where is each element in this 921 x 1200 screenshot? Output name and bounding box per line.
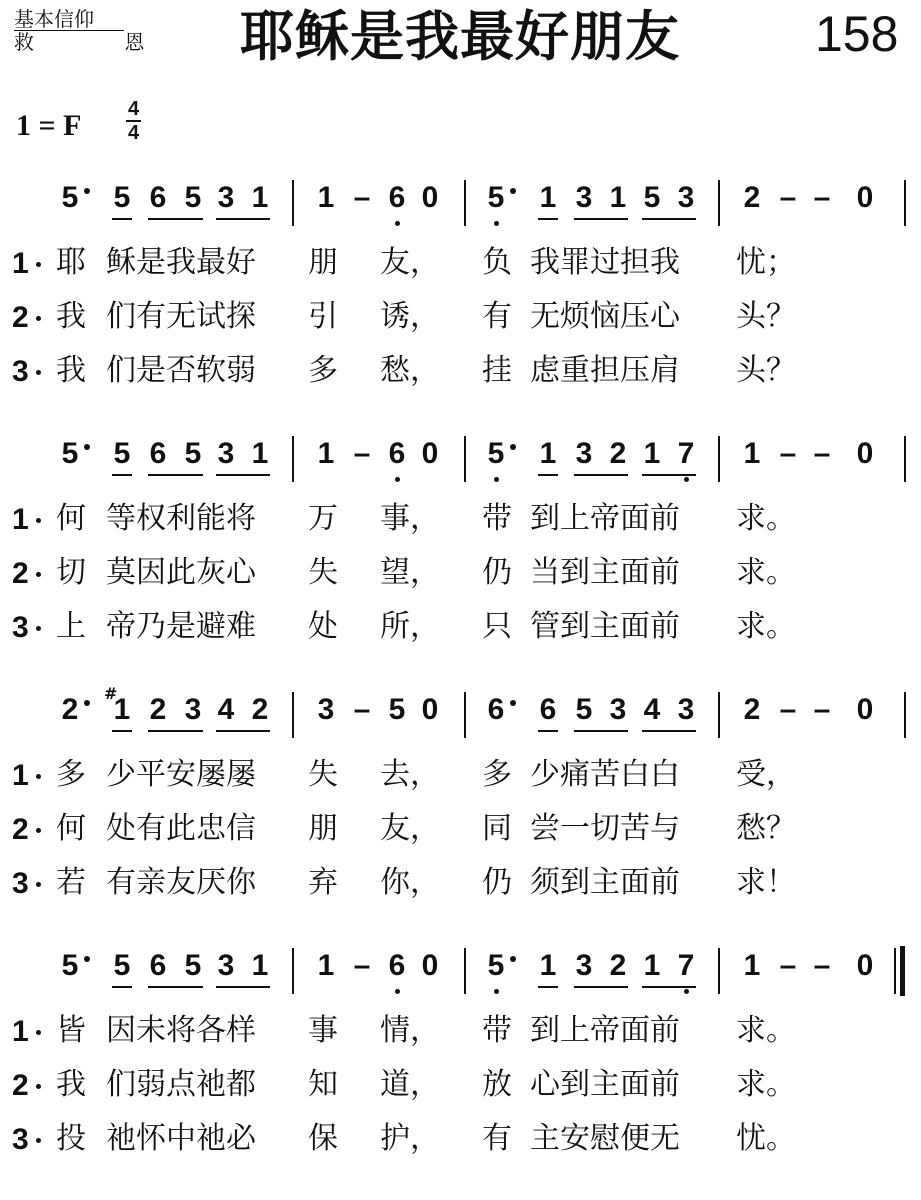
- lyric-text: 投: [56, 1121, 86, 1156]
- note: 2: [609, 949, 627, 982]
- lyric-line: [0, 858, 921, 912]
- verse-dot: [36, 1084, 41, 1089]
- note: 1: [743, 437, 761, 470]
- barline: [904, 692, 906, 738]
- barline: [292, 436, 294, 482]
- dash-note: –: [779, 437, 797, 470]
- lyric-line: [0, 1114, 921, 1168]
- note: 1: [251, 949, 269, 982]
- lyric-text: 们是否软弱: [106, 353, 256, 388]
- augmentation-dot: [84, 956, 90, 962]
- note: 3: [217, 181, 235, 214]
- lyric-text: 带: [482, 1013, 512, 1048]
- lyric-text: 求。: [736, 609, 796, 644]
- note: 1: [609, 181, 627, 214]
- lyric-text: 去，: [380, 757, 440, 792]
- lyric-text: 主安慰便无: [530, 1121, 680, 1156]
- augmentation-dot: [84, 444, 90, 450]
- note: 5: [483, 180, 509, 216]
- note: 3: [677, 693, 695, 726]
- note: 5: [643, 181, 661, 214]
- notation-row: [0, 680, 921, 750]
- dash-note: –: [353, 181, 371, 214]
- lyric-text: 愁，: [380, 353, 440, 388]
- lyric-text: 求。: [736, 555, 796, 590]
- lyric-text: 耶: [56, 245, 86, 280]
- lyric-text: 望，: [380, 555, 440, 590]
- barline: [292, 948, 294, 994]
- lyric-text: 当到主面前: [530, 555, 680, 590]
- note: 7: [673, 948, 699, 984]
- note: 3: [575, 181, 593, 214]
- note: 2: [251, 693, 269, 726]
- lyric-text: 切: [56, 555, 86, 590]
- lyric-text: 朋: [308, 811, 338, 846]
- note: 0: [421, 181, 439, 214]
- lyric-text: 上: [56, 609, 86, 644]
- note: 2: [609, 437, 627, 470]
- verse-dot: [36, 316, 41, 321]
- lyric-text: 稣是我最好: [106, 245, 256, 280]
- note: 7: [673, 436, 699, 472]
- lyric-text: 有: [482, 1121, 512, 1156]
- beam-underline: [574, 474, 628, 476]
- lyric-line: [0, 292, 921, 346]
- dash-note: –: [779, 693, 797, 726]
- barline: [718, 692, 720, 738]
- verse-dot: [36, 1138, 41, 1143]
- note: 5: [113, 181, 131, 214]
- lyric-text: 少痛苦白白: [530, 757, 680, 792]
- lyric-text: 引: [308, 299, 338, 334]
- lyric-text: 愁？: [736, 811, 796, 846]
- note: 5: [184, 437, 202, 470]
- beam-underline: [574, 218, 628, 220]
- lyric-text: 祂怀中祂必: [106, 1121, 256, 1156]
- augmentation-dot: [84, 700, 90, 706]
- note: 0: [856, 437, 874, 470]
- note: 1: [643, 949, 661, 982]
- lyric-text: 保: [308, 1121, 338, 1156]
- dash-note: –: [353, 437, 371, 470]
- verse-dot: [36, 1030, 41, 1035]
- dash-note: –: [779, 949, 797, 982]
- note: 1: [317, 949, 335, 982]
- note: 3: [677, 181, 695, 214]
- lyric-text: 多: [56, 757, 86, 792]
- lyric-text: 只: [482, 609, 512, 644]
- verse-number: 3: [12, 611, 29, 644]
- verse-dot: [36, 626, 41, 631]
- final-barline: [900, 946, 905, 996]
- lyric-text: 须到主面前: [530, 865, 680, 900]
- verse-dot: [36, 882, 41, 887]
- lyric-text: 挂: [482, 353, 512, 388]
- dash-note: –: [353, 949, 371, 982]
- beam-underline: [148, 730, 203, 732]
- note: 3: [575, 949, 593, 982]
- lyric-line: [0, 1006, 921, 1060]
- time-denominator: 4: [128, 122, 140, 144]
- note: 1: [113, 693, 131, 726]
- verse-dot: [36, 262, 41, 267]
- note: 5: [113, 949, 131, 982]
- music-system: [0, 680, 921, 912]
- note: 1: [539, 181, 557, 214]
- lyric-text: 何: [56, 501, 86, 536]
- barline: [904, 180, 906, 226]
- lyric-text: 头？: [736, 299, 796, 334]
- verse-dot: [36, 370, 41, 375]
- note: 1: [317, 437, 335, 470]
- notation-row: [0, 424, 921, 494]
- lyric-text: 心到主面前: [530, 1067, 680, 1102]
- lyric-text: 处: [308, 609, 338, 644]
- lyric-text: 知: [308, 1067, 338, 1102]
- lyric-text: 少平安屡屡: [106, 757, 256, 792]
- note: 6: [384, 948, 410, 984]
- beam-underline: [216, 986, 270, 988]
- lyric-text: 无烦恼压心: [530, 299, 680, 334]
- verse-number: 2: [12, 1069, 29, 1102]
- verse-number: 2: [12, 813, 29, 846]
- verse-number: 1: [12, 1015, 29, 1048]
- beam-underline: [574, 730, 628, 732]
- note: 5: [61, 181, 79, 214]
- beam-underline: [148, 986, 203, 988]
- beam-underline: [642, 986, 696, 988]
- note: 1: [539, 437, 557, 470]
- note: 5: [483, 948, 509, 984]
- lyric-text: 多: [308, 353, 338, 388]
- lyric-text: 所，: [380, 609, 440, 644]
- notation-row: [0, 168, 921, 238]
- verse-number: 2: [12, 557, 29, 590]
- note: 0: [421, 693, 439, 726]
- beam-underline: [642, 218, 696, 220]
- note: 2: [149, 693, 167, 726]
- beam-underline: [216, 730, 270, 732]
- lyric-text: 友，: [380, 245, 440, 280]
- note: 4: [643, 693, 661, 726]
- lyric-text: 事: [308, 1013, 338, 1048]
- lyric-text: 我罪过担我: [530, 245, 680, 280]
- note: 1: [539, 949, 557, 982]
- note: 5: [388, 693, 406, 726]
- note: 6: [149, 437, 167, 470]
- beam-underline: [538, 730, 558, 732]
- note: 1: [251, 181, 269, 214]
- lyric-text: 忧；: [736, 245, 796, 280]
- lyric-text: 们弱点祂都: [106, 1067, 256, 1102]
- lyric-text: 你，: [380, 865, 440, 900]
- note: 1: [317, 181, 335, 214]
- lyric-text: 仍: [482, 865, 512, 900]
- lyric-text: 同: [482, 811, 512, 846]
- barline: [718, 180, 720, 226]
- note: 6: [539, 693, 557, 726]
- verse-number: 3: [12, 867, 29, 900]
- dash-note: –: [353, 693, 371, 726]
- augmentation-dot: [510, 444, 516, 450]
- barline: [894, 948, 896, 994]
- lyric-text: 何: [56, 811, 86, 846]
- augmentation-dot: [510, 956, 516, 962]
- barline: [292, 692, 294, 738]
- verse-dot: [36, 518, 41, 523]
- lyric-text: 莫因此灰心: [106, 555, 256, 590]
- barline: [718, 436, 720, 482]
- lyric-text: 求。: [736, 501, 796, 536]
- lyric-text: 管到主面前: [530, 609, 680, 644]
- beam-underline: [148, 474, 203, 476]
- lyric-text: 皆: [56, 1013, 86, 1048]
- beam-underline: [112, 730, 132, 732]
- category-top: 基本信仰: [14, 8, 124, 31]
- lyric-text: 帝乃是避难: [106, 609, 256, 644]
- note: 2: [61, 693, 79, 726]
- lyric-text: 诱，: [380, 299, 440, 334]
- beam-underline: [148, 218, 203, 220]
- lyric-text: 因未将各样: [106, 1013, 256, 1048]
- note: 1: [251, 437, 269, 470]
- verse-number: 1: [12, 503, 29, 536]
- note: 6: [487, 693, 505, 726]
- lyric-text: 求。: [736, 1013, 796, 1048]
- lyric-text: 有: [482, 299, 512, 334]
- barline: [718, 948, 720, 994]
- hymn-title: 耶稣是我最好朋友: [240, 5, 680, 68]
- note: 5: [113, 437, 131, 470]
- lyric-line: [0, 1060, 921, 1114]
- category-bottom: 救 恩: [14, 30, 187, 54]
- dash-note: –: [779, 181, 797, 214]
- lyric-text: 朋: [308, 245, 338, 280]
- note: 0: [856, 693, 874, 726]
- lyric-text: 虑重担压肩: [530, 353, 680, 388]
- lyric-text: 到上帝面前: [530, 1013, 680, 1048]
- music-system: [0, 936, 921, 1168]
- verse-number: 1: [12, 759, 29, 792]
- note: 6: [384, 436, 410, 472]
- time-numerator: 4: [128, 98, 140, 120]
- note: 6: [149, 181, 167, 214]
- lyric-text: 们有无试探: [106, 299, 256, 334]
- lyric-text: 求！: [736, 865, 796, 900]
- beam-underline: [112, 218, 132, 220]
- lyric-line: [0, 750, 921, 804]
- verse-dot: [36, 572, 41, 577]
- beam-underline: [112, 474, 132, 476]
- verse-number: 3: [12, 1123, 29, 1156]
- barline: [464, 948, 466, 994]
- verse-dot: [36, 774, 41, 779]
- note: 3: [184, 693, 202, 726]
- barline: [464, 180, 466, 226]
- barline: [464, 692, 466, 738]
- lyric-text: 等权利能将: [106, 501, 256, 536]
- note: 3: [575, 437, 593, 470]
- note: 5: [61, 949, 79, 982]
- music-system: [0, 168, 921, 400]
- lyric-line: [0, 238, 921, 292]
- augmentation-dot: [510, 700, 516, 706]
- lyric-text: 情，: [380, 1013, 440, 1048]
- note: 2: [743, 181, 761, 214]
- note: 5: [61, 437, 79, 470]
- lyric-text: 道，: [380, 1067, 440, 1102]
- note: 3: [317, 693, 335, 726]
- note: 4: [217, 693, 235, 726]
- verse-number: 3: [12, 355, 29, 388]
- lyric-line: [0, 548, 921, 602]
- lyric-text: 忧。: [736, 1121, 796, 1156]
- dash-note: –: [813, 949, 831, 982]
- lyric-text: 负: [482, 245, 512, 280]
- note: 0: [421, 949, 439, 982]
- lyric-text: 处有此忠信: [106, 811, 256, 846]
- note: 5: [184, 949, 202, 982]
- beam-underline: [538, 474, 558, 476]
- lyric-text: 到上帝面前: [530, 501, 680, 536]
- time-signature: [126, 98, 141, 144]
- note: 1: [643, 437, 661, 470]
- note: 5: [483, 436, 509, 472]
- note: 6: [384, 180, 410, 216]
- note: 3: [609, 693, 627, 726]
- dash-note: –: [813, 437, 831, 470]
- note: 0: [856, 949, 874, 982]
- note: 0: [856, 181, 874, 214]
- lyric-text: 万: [308, 501, 338, 536]
- beam-underline: [538, 986, 558, 988]
- lyric-text: 求。: [736, 1067, 796, 1102]
- beam-underline: [112, 986, 132, 988]
- beam-underline: [538, 218, 558, 220]
- key-signature: 1 = F: [16, 109, 82, 142]
- lyric-text: 失: [308, 555, 338, 590]
- lyric-text: 有亲友厌你: [106, 865, 256, 900]
- lyric-text: 带: [482, 501, 512, 536]
- augmentation-dot: [510, 188, 516, 194]
- note: 0: [421, 437, 439, 470]
- verse-number: 1: [12, 247, 29, 280]
- lyric-text: 弃: [308, 865, 338, 900]
- lyric-text: 放: [482, 1067, 512, 1102]
- beam-underline: [216, 218, 270, 220]
- note: 5: [184, 181, 202, 214]
- lyric-text: 若: [56, 865, 86, 900]
- lyric-text: 受，: [736, 757, 796, 792]
- music-system: [0, 424, 921, 656]
- barline: [292, 180, 294, 226]
- note: 3: [217, 437, 235, 470]
- lyric-line: [0, 804, 921, 858]
- verse-number: 2: [12, 301, 29, 334]
- note: 1: [743, 949, 761, 982]
- lyric-text: 头？: [736, 353, 796, 388]
- lyric-text: 多: [482, 757, 512, 792]
- beam-underline: [574, 986, 628, 988]
- beam-underline: [216, 474, 270, 476]
- category-label: [14, 8, 186, 53]
- lyric-text: 事，: [380, 501, 440, 536]
- lyric-text: 我: [56, 353, 86, 388]
- dash-note: –: [813, 181, 831, 214]
- note: 6: [149, 949, 167, 982]
- lyric-line: [0, 602, 921, 656]
- beam-underline: [642, 730, 696, 732]
- lyric-line: [0, 346, 921, 400]
- note: 3: [217, 949, 235, 982]
- note: 5: [575, 693, 593, 726]
- lyric-text: 失: [308, 757, 338, 792]
- lyric-text: 友，: [380, 811, 440, 846]
- lyric-text: 我: [56, 299, 86, 334]
- sharp-sign: #: [104, 684, 118, 703]
- barline: [904, 436, 906, 482]
- barline: [464, 436, 466, 482]
- lyric-text: 尝一切苦与: [530, 811, 680, 846]
- augmentation-dot: [84, 188, 90, 194]
- hymn-number: 158: [815, 6, 899, 62]
- verse-dot: [36, 828, 41, 833]
- notation-row: [0, 936, 921, 1006]
- lyric-text: 我: [56, 1067, 86, 1102]
- lyric-line: [0, 494, 921, 548]
- beam-underline: [642, 474, 696, 476]
- note: 2: [743, 693, 761, 726]
- dash-note: –: [813, 693, 831, 726]
- lyric-text: 仍: [482, 555, 512, 590]
- lyric-text: 护，: [380, 1121, 440, 1156]
